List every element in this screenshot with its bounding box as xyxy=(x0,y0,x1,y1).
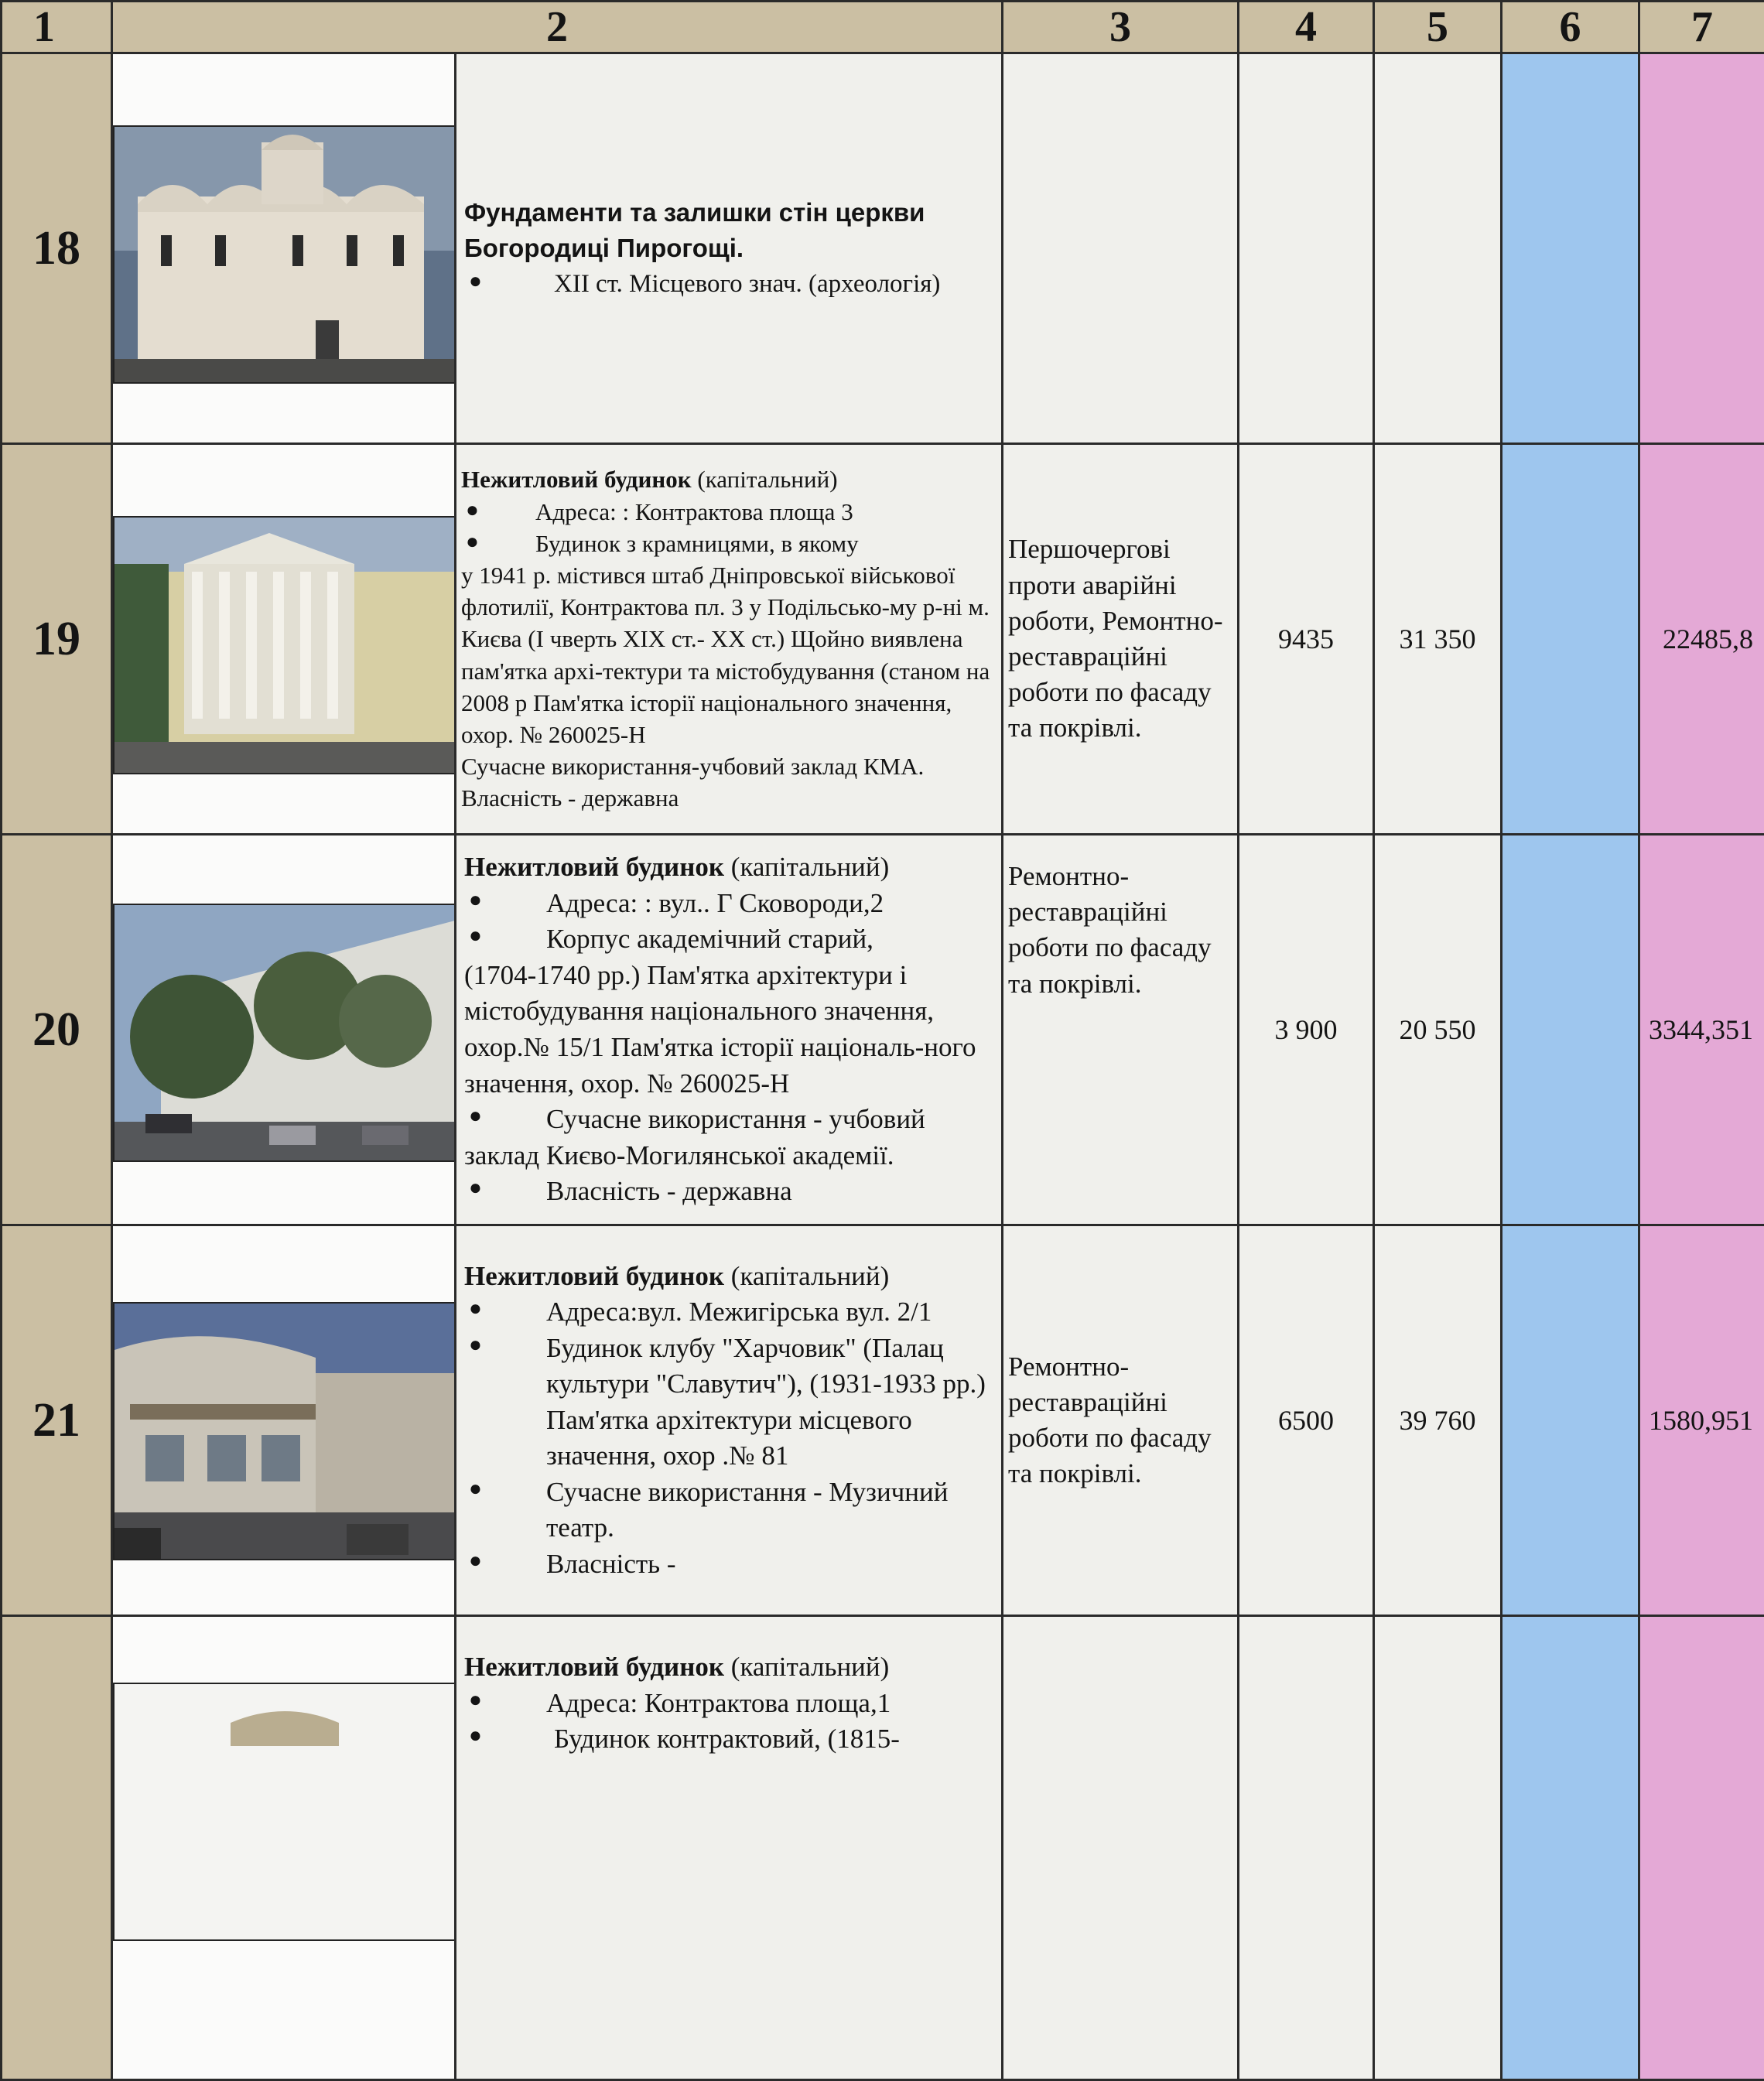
list-item-text: Корпус академічний старий, xyxy=(492,921,873,958)
list-item xyxy=(464,886,993,922)
header-col-1: 1 xyxy=(2,2,112,53)
col7-value xyxy=(1639,53,1764,444)
col6-cell xyxy=(1502,1616,1639,2080)
row-number: 21 xyxy=(2,1225,112,1616)
bullet-icon: ● xyxy=(464,1331,492,1359)
row-number: 18 xyxy=(2,53,112,444)
col6-cell xyxy=(1502,835,1639,1225)
description-cell xyxy=(456,1616,1003,2080)
header-col-4: 4 xyxy=(1239,2,1374,53)
works-cell xyxy=(1003,53,1239,444)
header-row xyxy=(2,2,1764,53)
col7-value: 3344,351 xyxy=(1639,835,1764,1225)
object-title: Нежитловий будинок xyxy=(464,1261,724,1291)
row-number: 20 xyxy=(2,835,112,1225)
object-title-line xyxy=(461,463,997,495)
list-item-text: Сучасне використання - Музичний театр. xyxy=(492,1474,993,1546)
col4-value: 9435 xyxy=(1239,444,1374,835)
header-col-6: 6 xyxy=(1502,2,1639,53)
description-cell xyxy=(456,444,1003,835)
list-item xyxy=(464,1174,993,1210)
list-item-text: Сучасне використання - учбовий xyxy=(492,1102,925,1138)
works-cell: Ремонтно-реставраційні роботи по фасаду та покрівлі. xyxy=(1003,1225,1239,1616)
col5-value: 39 760 xyxy=(1374,1225,1502,1616)
table-row xyxy=(2,444,1764,835)
object-title: Нежитловий будинок xyxy=(464,1652,724,1682)
bullet-icon: ● xyxy=(464,1474,492,1503)
bullet-icon: ● xyxy=(464,266,492,296)
list-item-text: Власність - державна xyxy=(461,782,997,814)
list-item-text: Власність - державна xyxy=(492,1174,792,1210)
list-item xyxy=(464,1331,993,1474)
list-item xyxy=(464,1686,993,1722)
header-col-7: 7 xyxy=(1639,2,1764,53)
building-photo xyxy=(113,904,456,1162)
object-title-suffix: (капітальний) xyxy=(724,1261,889,1291)
bullet-icon: ● xyxy=(464,1686,492,1714)
header-col-3: 3 xyxy=(1003,2,1239,53)
list-item-text: Будинок клубу "Харчовик" (Палац культури "Славутич"), (1931-1933 рр.) Пам'ятка архітектури місцевого значення, охор .№ 81 xyxy=(492,1331,993,1474)
list-item-text: Будинок з крамницями, в якому xyxy=(489,528,859,559)
description-cell xyxy=(456,835,1003,1225)
table-row xyxy=(2,1225,1764,1616)
description-cell xyxy=(456,1225,1003,1616)
bullet-icon: ● xyxy=(464,1102,492,1130)
works-cell: Першочергові проти аварійні роботи, Ремонтно-реставраційні роботи по фасаду та покрівлі. xyxy=(1003,444,1239,835)
list-item-text: Адреса: : Контрактова площа 3 xyxy=(489,496,853,528)
object-title-suffix: (капітальний) xyxy=(724,852,889,882)
list-item xyxy=(464,921,993,958)
bullet-icon: ● xyxy=(464,1174,492,1202)
photo-cell xyxy=(112,1616,456,2080)
header-col-5: 5 xyxy=(1374,2,1502,53)
col5-value xyxy=(1374,53,1502,444)
object-title: Фундаменти та залишки стін церкви Богородиці Пирогощі. xyxy=(464,195,993,266)
photo-cell xyxy=(112,835,456,1225)
row-number xyxy=(2,1616,112,2080)
church-photo xyxy=(113,125,456,384)
col7-value: 22485,8 xyxy=(1639,444,1764,835)
list-item-text: заклад Києво-Могилянської академії. xyxy=(464,1138,993,1174)
list-item-text: у 1941 р. містився штаб Дніпровської військової флотилії, Контрактова пл. 3 у Подільсько-му р-ні м. Києва (І чверть ХІХ ст.- ХХ ст.) Щойно виявлена пам'ятка архі-тектури та містобудування (станом на 2008 р Пам'ятка історії національного значення, охор. № 260025-Н xyxy=(461,559,997,750)
col6-cell xyxy=(1502,1225,1639,1616)
object-title-line xyxy=(464,849,993,886)
list-item-text: Власність - xyxy=(492,1546,676,1583)
bullet-icon: ● xyxy=(461,528,489,556)
description-cell xyxy=(456,53,1003,444)
col5-value: 31 350 xyxy=(1374,444,1502,835)
list-item xyxy=(464,1721,993,1758)
works-cell: Ремонтно-реставраційні роботи по фасаду та покрівлі. xyxy=(1003,835,1239,1225)
bullet-icon: ● xyxy=(464,1546,492,1575)
object-title: Нежитловий будинок xyxy=(464,852,724,882)
list-item-text: Адреса:вул. Межигірська вул. 2/1 xyxy=(492,1294,932,1331)
photo-cell xyxy=(112,1225,456,1616)
works-cell xyxy=(1003,1616,1239,2080)
col6-cell xyxy=(1502,53,1639,444)
col6-cell xyxy=(1502,444,1639,835)
col4-value xyxy=(1239,53,1374,444)
table-row xyxy=(2,1616,1764,2080)
bullet-icon: ● xyxy=(464,886,492,914)
table-row xyxy=(2,835,1764,1225)
bullet-icon: ● xyxy=(464,921,492,950)
list-item-text: Сучасне використання-учбовий заклад КМА. xyxy=(461,750,997,782)
bullet-icon: ● xyxy=(461,496,489,525)
list-item xyxy=(464,266,993,302)
building-photo xyxy=(113,1683,456,1941)
col7-value xyxy=(1639,1616,1764,2080)
list-item-text: Адреса: Контрактова площа,1 xyxy=(492,1686,891,1722)
col5-value xyxy=(1374,1616,1502,2080)
col4-value: 3 900 xyxy=(1239,835,1374,1225)
col7-value: 1580,951 xyxy=(1639,1225,1764,1616)
building-photo xyxy=(113,516,456,774)
row-number: 19 xyxy=(2,444,112,835)
list-item xyxy=(464,1546,993,1583)
bullet-icon: ● xyxy=(464,1294,492,1323)
list-item-text: Будинок контрактовий, (1815- xyxy=(492,1721,900,1758)
object-title-line xyxy=(464,1649,993,1686)
header-col-2: 2 xyxy=(112,2,1003,53)
list-item-text: (1704-1740 рр.) Пам'ятка архітектури і містобудування національного значення, охор.№ 15/1 Пам'ятка історії національ-ного значення, охор. № 260025-Н xyxy=(464,958,993,1102)
object-title-suffix: (капітальний) xyxy=(724,1652,889,1682)
list-item xyxy=(464,1294,993,1331)
object-title-suffix: (капітальний) xyxy=(692,466,838,493)
col4-value xyxy=(1239,1616,1374,2080)
col5-value: 20 550 xyxy=(1374,835,1502,1225)
bullet-icon: ● xyxy=(464,1721,492,1750)
list-item xyxy=(464,1474,993,1546)
photo-cell xyxy=(112,444,456,835)
building-photo xyxy=(113,1302,456,1560)
list-item-text: Адреса: : вул.. Г Сковороди,2 xyxy=(492,886,884,922)
list-item xyxy=(461,496,997,528)
list-item-text: XII ст. Місцевого знач. (археологія) xyxy=(492,266,940,302)
object-title: Нежитловий будинок xyxy=(461,466,692,493)
photo-cell xyxy=(112,53,456,444)
list-item xyxy=(464,1102,993,1138)
object-title-line xyxy=(464,1259,993,1295)
table-row xyxy=(2,53,1764,444)
col4-value: 6500 xyxy=(1239,1225,1374,1616)
list-item xyxy=(461,528,997,559)
